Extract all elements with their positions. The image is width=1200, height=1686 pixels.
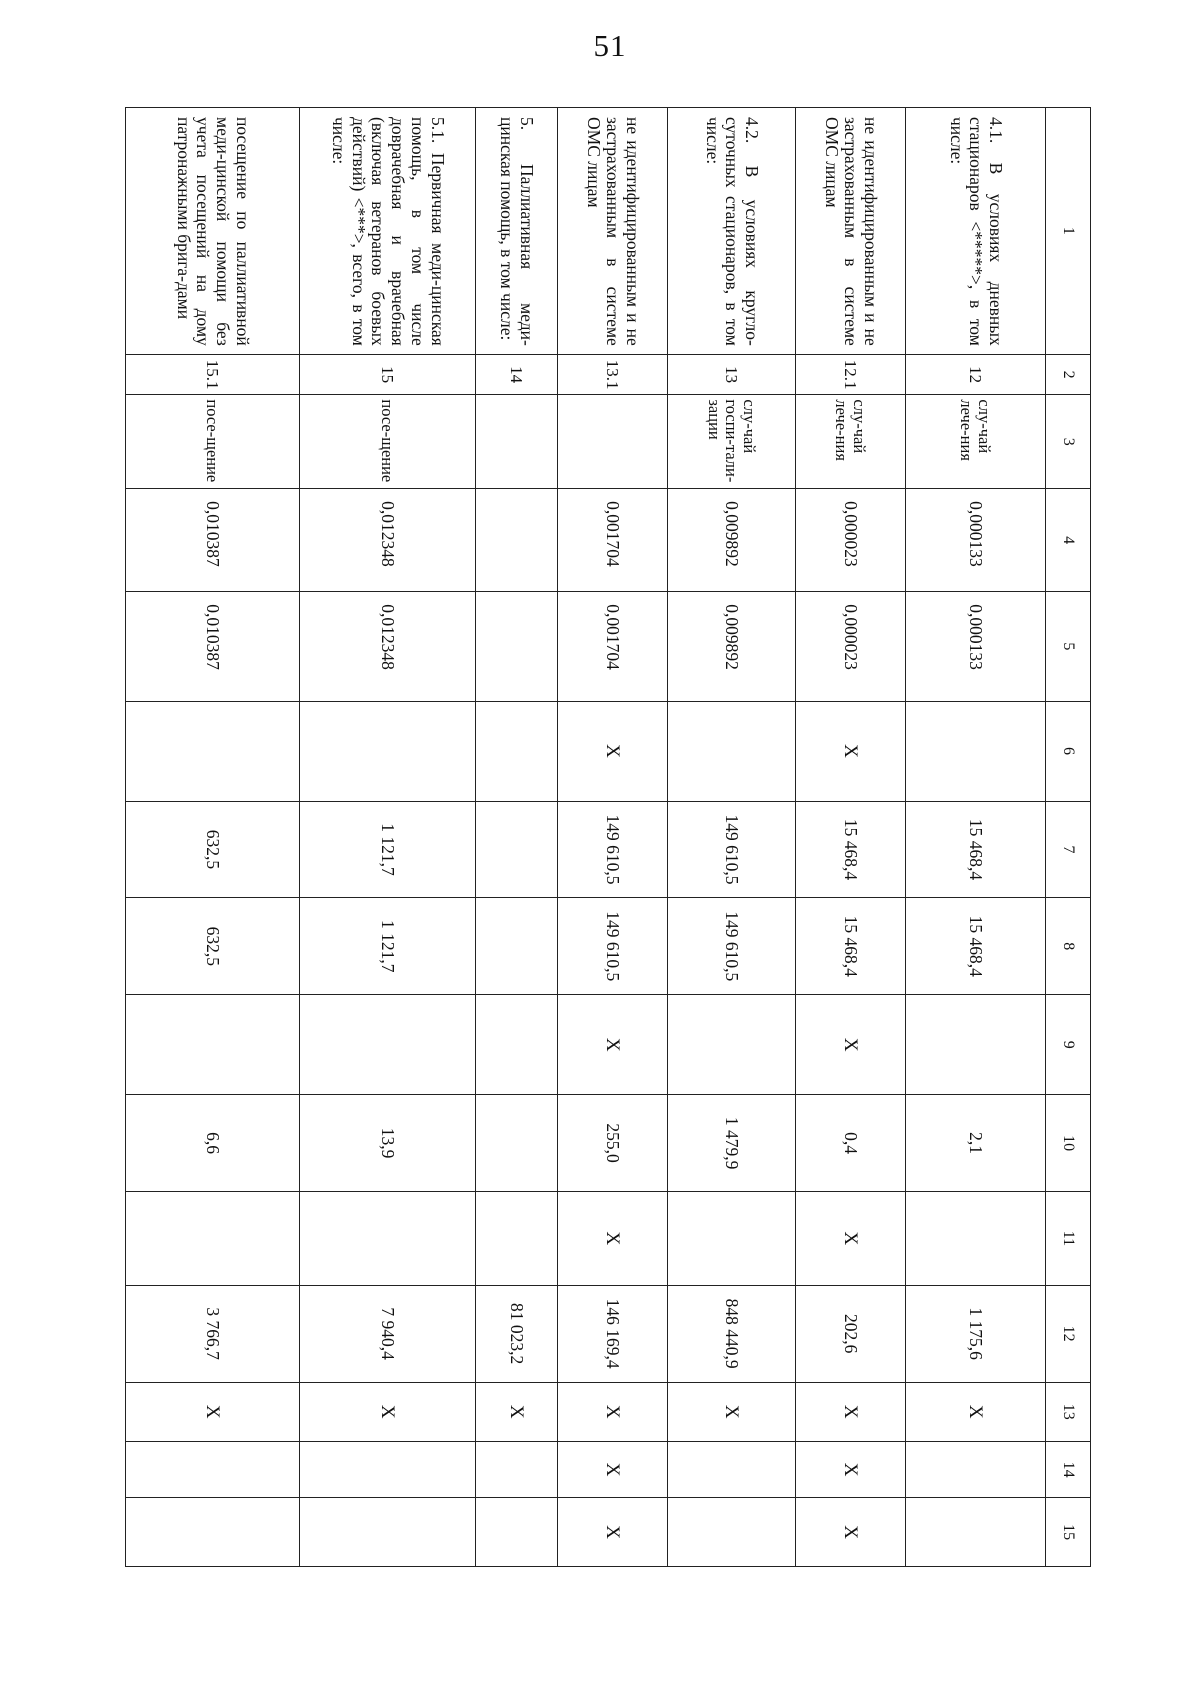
table-cell-col-6: [476, 701, 558, 801]
document-table-region: [171, 107, 1091, 1567]
table-cell-col-15: X: [796, 1498, 906, 1567]
table-cell-col-13: X: [668, 1382, 796, 1441]
table-cell-col-9: [668, 995, 796, 1095]
table-cell-col-9: [476, 995, 558, 1095]
table-row: [300, 108, 476, 1567]
row-label-cell: 5. Паллиативная меди-цинская помощь, в том числе:: [476, 108, 558, 355]
table-cell-col-15: X: [558, 1498, 668, 1567]
table-cell-col-7: 15 468,4: [906, 801, 1046, 898]
table-cell-col-12: 81 023,2: [476, 1285, 558, 1382]
header-cell-col-5: 5: [1046, 592, 1091, 701]
table-cell-col-8: 1 121,7: [300, 898, 476, 995]
table-cell-col-14: [906, 1441, 1046, 1497]
table-cell-col-11: X: [558, 1192, 668, 1286]
table-cell-col-6: [906, 701, 1046, 801]
row-label-cell: 4.1. В условиях дневных стационаров <*****>, в том числе:: [906, 108, 1046, 355]
header-row: [1046, 108, 1091, 1567]
table-cell-col-15: [668, 1498, 796, 1567]
table-cell-col-12: 3 766,7: [126, 1285, 300, 1382]
table-cell-col-6: X: [558, 701, 668, 801]
table-cell-col-14: X: [796, 1441, 906, 1497]
table-cell-col-11: [906, 1192, 1046, 1286]
table-cell-col-3: [558, 395, 668, 489]
table-cell-col-5: [476, 592, 558, 701]
header-cell-col-9: 9: [1046, 995, 1091, 1095]
table-cell-col-9: X: [796, 995, 906, 1095]
table-cell-col-3: слу-чай госпи-тали-зации: [668, 395, 796, 489]
table-cell-col-10: 1 479,9: [668, 1095, 796, 1192]
page-number: 51: [593, 28, 627, 63]
header-cell-col-13: 13: [1046, 1382, 1091, 1441]
table-cell-col-2: 12.1: [796, 354, 906, 395]
row-label-cell: посещение по паллиативной меди-цинской помощи без учета посещений на дому патронажными брига-дами: [126, 108, 300, 355]
financing-table: [125, 107, 1091, 1567]
header-cell-col-1: 1: [1046, 108, 1091, 355]
table-cell-col-12: 202,6: [796, 1285, 906, 1382]
table-cell-col-8: 15 468,4: [796, 898, 906, 995]
table-cell-col-10: [476, 1095, 558, 1192]
header-cell-col-8: 8: [1046, 898, 1091, 995]
table-cell-col-2: 15: [300, 354, 476, 395]
row-label-cell: 4.2. В условиях кругло-суточных стационаров, в том числе:: [668, 108, 796, 355]
table-cell-col-11: [476, 1192, 558, 1286]
table-cell-col-10: 13,9: [300, 1095, 476, 1192]
table-cell-col-9: [906, 995, 1046, 1095]
table-cell-col-3: посе-щение: [300, 395, 476, 489]
table-row: [906, 108, 1046, 1567]
table-cell-col-10: 2,1: [906, 1095, 1046, 1192]
table-row: [126, 108, 300, 1567]
table-cell-col-11: [668, 1192, 796, 1286]
table-cell-col-13: X: [476, 1382, 558, 1441]
row-label-cell: не идентифицированным и не застрахованным в системе ОМС лицам: [558, 108, 668, 355]
header-cell-col-6: 6: [1046, 701, 1091, 801]
table-cell-col-6: [668, 701, 796, 801]
header-cell-col-3: 3: [1046, 395, 1091, 489]
header-cell-col-7: 7: [1046, 801, 1091, 898]
table-cell-col-2: 13: [668, 354, 796, 395]
table-cell-col-5: 0,012348: [300, 592, 476, 701]
table-cell-col-12: 146 169,4: [558, 1285, 668, 1382]
row-label-cell: не идентифицированным и не застрахованным в системе ОМС лицам: [796, 108, 906, 355]
table-cell-col-13: X: [300, 1382, 476, 1441]
table-row: [558, 108, 668, 1567]
header-cell-col-12: 12: [1046, 1285, 1091, 1382]
table-cell-col-10: 0,4: [796, 1095, 906, 1192]
table-cell-col-4: 0,012348: [300, 489, 476, 592]
table-cell-col-7: 149 610,5: [668, 801, 796, 898]
table-cell-col-4: 0,000023: [796, 489, 906, 592]
table-cell-col-5: 0,000133: [906, 592, 1046, 701]
table-cell-col-2: 15.1: [126, 354, 300, 395]
table-cell-col-6: [300, 701, 476, 801]
table-cell-col-15: [300, 1498, 476, 1567]
table-cell-col-5: 0,009892: [668, 592, 796, 701]
header-cell-col-2: 2: [1046, 354, 1091, 395]
table-cell-col-5: 0,001704: [558, 592, 668, 701]
table-cell-col-8: 632,5: [126, 898, 300, 995]
table-cell-col-14: X: [558, 1441, 668, 1497]
table-cell-col-7: [476, 801, 558, 898]
table-cell-col-2: 13.1: [558, 354, 668, 395]
table-cell-col-13: X: [906, 1382, 1046, 1441]
table-cell-col-6: [126, 701, 300, 801]
table-cell-col-14: [126, 1441, 300, 1497]
table-cell-col-15: [126, 1498, 300, 1567]
table-cell-col-13: X: [796, 1382, 906, 1441]
table-cell-col-11: [126, 1192, 300, 1286]
table-cell-col-6: X: [796, 701, 906, 801]
table-cell-col-4: [476, 489, 558, 592]
table-cell-col-3: слу-чай лече-ния: [906, 395, 1046, 489]
table-cell-col-4: 0,010387: [126, 489, 300, 592]
table-cell-col-11: [300, 1192, 476, 1286]
table-cell-col-4: 0,009892: [668, 489, 796, 592]
table-cell-col-4: 0,000133: [906, 489, 1046, 592]
table-cell-col-14: [476, 1441, 558, 1497]
table-cell-col-7: 1 121,7: [300, 801, 476, 898]
table-cell-col-10: 6,6: [126, 1095, 300, 1192]
row-label-cell: 5.1. Первичная меди-цинская помощь, в том числе доврачебная и врачебная (включая ветеранов боевых действий) <***>, всего, в том числе:: [300, 108, 476, 355]
header-cell-col-15: 15: [1046, 1498, 1091, 1567]
table-cell-col-5: 0,000023: [796, 592, 906, 701]
table-row: [668, 108, 796, 1567]
table-cell-col-9: X: [558, 995, 668, 1095]
table-cell-col-5: 0,010387: [126, 592, 300, 701]
table-cell-col-2: 12: [906, 354, 1046, 395]
table-cell-col-15: [906, 1498, 1046, 1567]
table-cell-col-8: 149 610,5: [558, 898, 668, 995]
header-cell-col-4: 4: [1046, 489, 1091, 592]
table-cell-col-8: 15 468,4: [906, 898, 1046, 995]
table-cell-col-12: 1 175,6: [906, 1285, 1046, 1382]
table-cell-col-4: 0,001704: [558, 489, 668, 592]
table-cell-col-9: [126, 995, 300, 1095]
table-row: [796, 108, 906, 1567]
table-cell-col-9: [300, 995, 476, 1095]
table-cell-col-3: слу-чай лече-ния: [796, 395, 906, 489]
table-cell-col-3: посе-щение: [126, 395, 300, 489]
header-cell-col-10: 10: [1046, 1095, 1091, 1192]
table-cell-col-7: 632,5: [126, 801, 300, 898]
table-cell-col-8: [476, 898, 558, 995]
table-cell-col-13: X: [558, 1382, 668, 1441]
table-cell-col-14: [668, 1441, 796, 1497]
table-cell-col-7: 149 610,5: [558, 801, 668, 898]
table-cell-col-11: X: [796, 1192, 906, 1286]
table-cell-col-7: 15 468,4: [796, 801, 906, 898]
table-cell-col-3: [476, 395, 558, 489]
table-row: [476, 108, 558, 1567]
table-cell-col-2: 14: [476, 354, 558, 395]
table-cell-col-10: 255,0: [558, 1095, 668, 1192]
header-cell-col-11: 11: [1046, 1192, 1091, 1286]
table-cell-col-14: [300, 1441, 476, 1497]
header-cell-col-14: 14: [1046, 1441, 1091, 1497]
table-cell-col-12: 848 440,9: [668, 1285, 796, 1382]
table-cell-col-8: 149 610,5: [668, 898, 796, 995]
table-cell-col-15: [476, 1498, 558, 1567]
table-cell-col-12: 7 940,4: [300, 1285, 476, 1382]
table-cell-col-13: X: [126, 1382, 300, 1441]
